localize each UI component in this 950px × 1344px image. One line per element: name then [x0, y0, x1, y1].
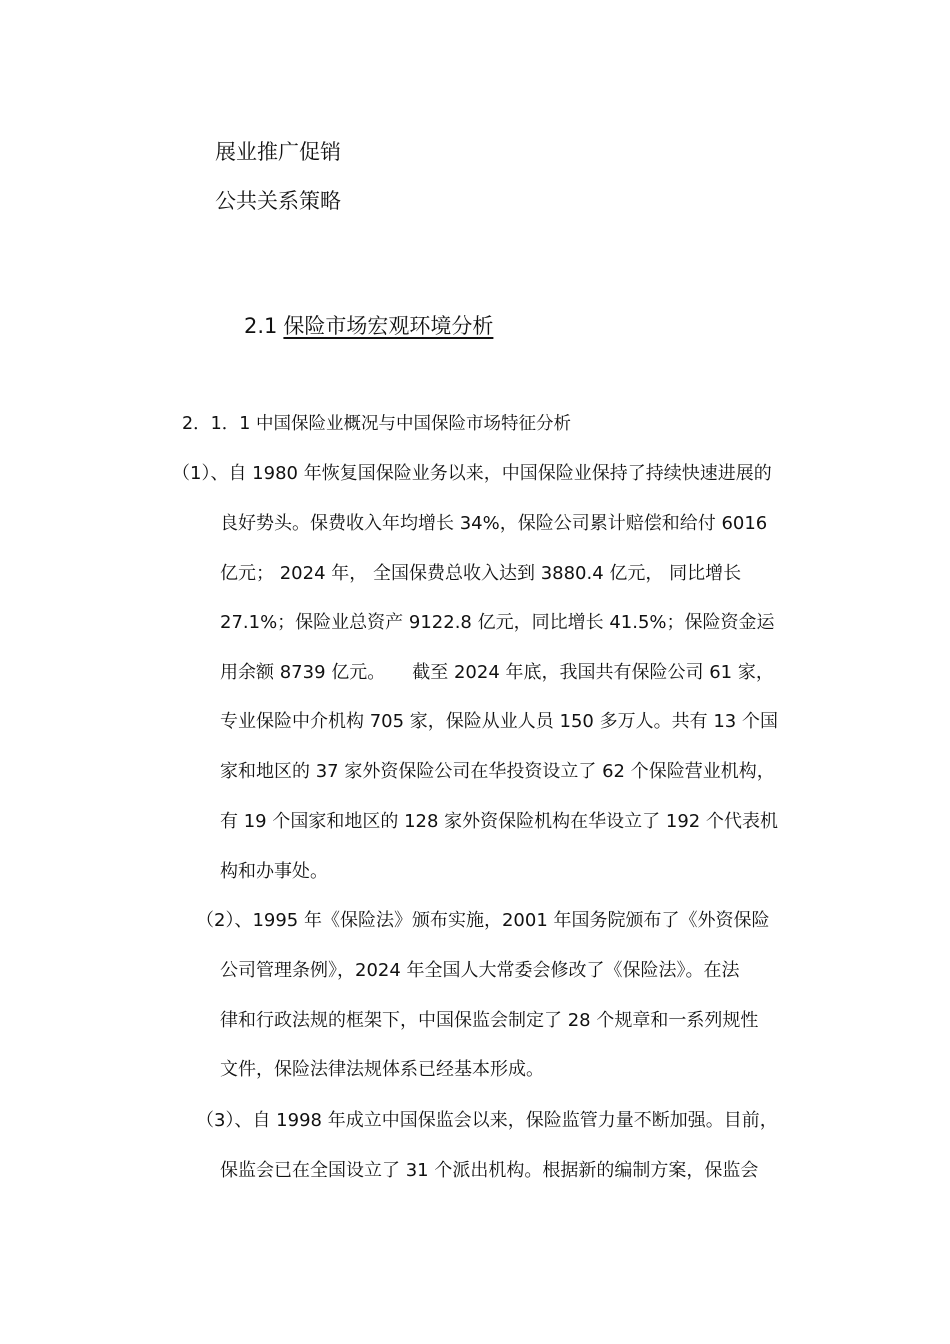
- toc-item-public-relations: 公共关系策略: [215, 189, 341, 213]
- paragraph-line: 保监会已在全国设立了 31 个派出机构。根据新的编制方案，保监会: [220, 1160, 759, 1181]
- paragraph-line: （1）、自 1980 年恢复国保险业务以来，中国保险业保持了持续快速进展的: [172, 463, 772, 484]
- paragraph-line: 良好势头。保费收入年均增长 34%，保险公司累计赔偿和给付 6016: [220, 513, 768, 534]
- paragraph-line: 家和地区的 37 家外资保险公司在华投资设立了 62 个保险营业机构，: [220, 761, 775, 782]
- paragraph-line: （3）、自 1998 年成立中国保监会以来，保险监管力量不断加强。目前，: [196, 1110, 778, 1131]
- section-heading: [244, 312, 493, 340]
- paragraph-line: 公司管理条例》，2024 年全国人大常委会修改了《保险法》。在法: [220, 960, 740, 981]
- subsection-heading: 2．1．1 中国保险业概况与中国保险市场特征分析: [182, 414, 571, 434]
- paragraph-line: （2）、1995 年《保险法》颁布实施，2001 年国务院颁布了《外资保险: [196, 910, 770, 931]
- paragraph-line: 文件，保险法律法规体系已经基本形成。: [220, 1059, 544, 1080]
- toc-item-promotion: 展业推广促销: [215, 140, 341, 164]
- paragraph-line: 律和行政法规的框架下，中国保监会制定了 28 个规章和一系列规性: [220, 1010, 759, 1031]
- section-title-text: 保险市场宏观环境分析: [283, 314, 494, 338]
- paragraph-line: 27.1%；保险业总资产 9122.8 亿元，同比增长 41.5%；保险资金运: [220, 612, 775, 633]
- paragraph-line: 亿元； 2024 年， 全国保费总收入达到 3880.4 亿元， 同比增长: [220, 563, 742, 584]
- section-number: 2.1: [244, 314, 278, 338]
- paragraph-line: 构和办事处。: [220, 861, 328, 882]
- paragraph-line: 有 19 个国家和地区的 128 家外资保险机构在华设立了 192 个代表机: [220, 811, 778, 832]
- paragraph-line: 专业保险中介机构 705 家，保险从业人员 150 多万人。共有 13 个国: [220, 711, 778, 732]
- paragraph-line: 用余额 8739 亿元。 截至 2024 年底，我国共有保险公司 61 家，: [220, 662, 774, 683]
